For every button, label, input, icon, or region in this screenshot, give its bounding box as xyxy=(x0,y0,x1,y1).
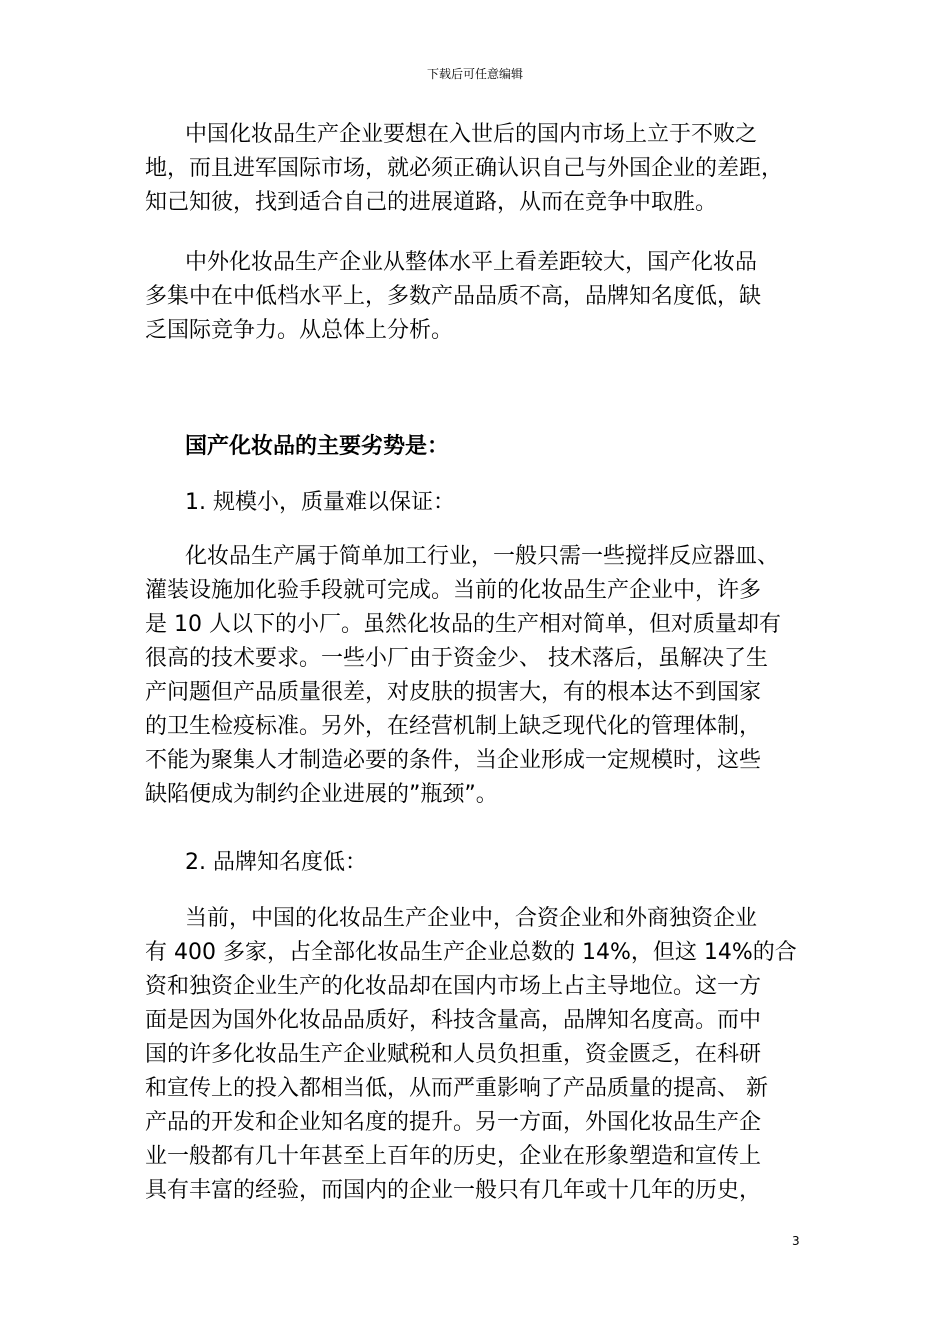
text-line: 的卫生检疫标准。另外，在经营机制上缺乏现代化的管理体制， xyxy=(145,714,762,739)
text-line: 多集中在中低档水平上，多数产品品质不高，品牌知名度低，缺 xyxy=(145,284,762,309)
paragraph-gap xyxy=(145,246,810,348)
item-title-2: 2. 品牌知名度低： xyxy=(185,850,367,875)
text-line: 是 10 人以下的小厂。虽然化妆品的生产相对简单，但对质量却有 xyxy=(145,612,781,637)
text-line: 业一般都有几十年甚至上百年的历史，企业在形象塑造和宣传上 xyxy=(145,1144,762,1169)
text-line: 中国化妆品生产企业要想在入世后的国内市场上立于不败之 xyxy=(185,122,758,147)
text-line: 很高的技术要求。一些小厂由于资金少、 技术落后，虽解决了生 xyxy=(145,646,768,671)
page-header: 下载后可任意编辑 xyxy=(426,67,523,81)
text-line: 乏国际竞争力。从总体上分析。 xyxy=(145,318,454,343)
text-line: 当前，中国的化妆品生产企业中，合资企业和外商独资企业 xyxy=(185,906,758,931)
text-line: 化妆品生产属于简单加工行业，一般只需一些搅拌反应器皿、 xyxy=(185,544,780,569)
text-line: 资和独资企业生产的化妆品却在国内市场上占主导地位。这一方 xyxy=(145,974,762,999)
text-line: 面是因为国外化妆品品质好，科技含量高，品牌知名度高。而中 xyxy=(145,1008,762,1033)
text-line: 灌装设施加化验手段就可完成。当前的化妆品生产企业中，许多 xyxy=(145,578,762,603)
text-line: 产品的开发和企业知名度的提升。另一方面，外国化妆品生产企 xyxy=(145,1110,762,1135)
paragraph-scale xyxy=(145,540,810,812)
text-line: 中外化妆品生产企业从整体水平上看差距较大，国产化妆品 xyxy=(185,250,758,275)
text-line: 和宣传上的投入都相当低，从而严重影响了产品质量的提高、 新 xyxy=(145,1076,768,1101)
text-line: 缺陷便成为制约企业进展的”瓶颈”。 xyxy=(145,782,498,807)
page-number: 3 xyxy=(792,1234,800,1248)
section-heading: 国产化妆品的主要劣势是： xyxy=(185,434,450,459)
text-line: 产问题但产品质量很差，对皮肤的损害大，有的根本达不到国家 xyxy=(145,680,762,705)
text-line: 不能为聚集人才制造必要的条件，当企业形成一定规模时，这些 xyxy=(145,748,762,773)
item-title-1: 1. 规模小，质量难以保证： xyxy=(185,490,455,515)
paragraph-brand xyxy=(145,902,810,1208)
text-line: 国的许多化妆品生产企业赋税和人员负担重，资金匮乏，在科研 xyxy=(145,1042,762,1067)
text-line: 地，而且进军国际市场，就必须正确认识自己与外国企业的差距， xyxy=(145,156,784,181)
paragraph-intro xyxy=(145,118,810,220)
text-line: 知己知彼，找到适合自己的进展道路，从而在竞争中取胜。 xyxy=(145,190,718,215)
text-line: 具有丰富的经验，而国内的企业一般只有几年或十几年的历史， xyxy=(145,1178,762,1203)
text-line: 有 400 多家，占全部化妆品生产企业总数的 14%，但这 14%的合 xyxy=(145,940,797,965)
